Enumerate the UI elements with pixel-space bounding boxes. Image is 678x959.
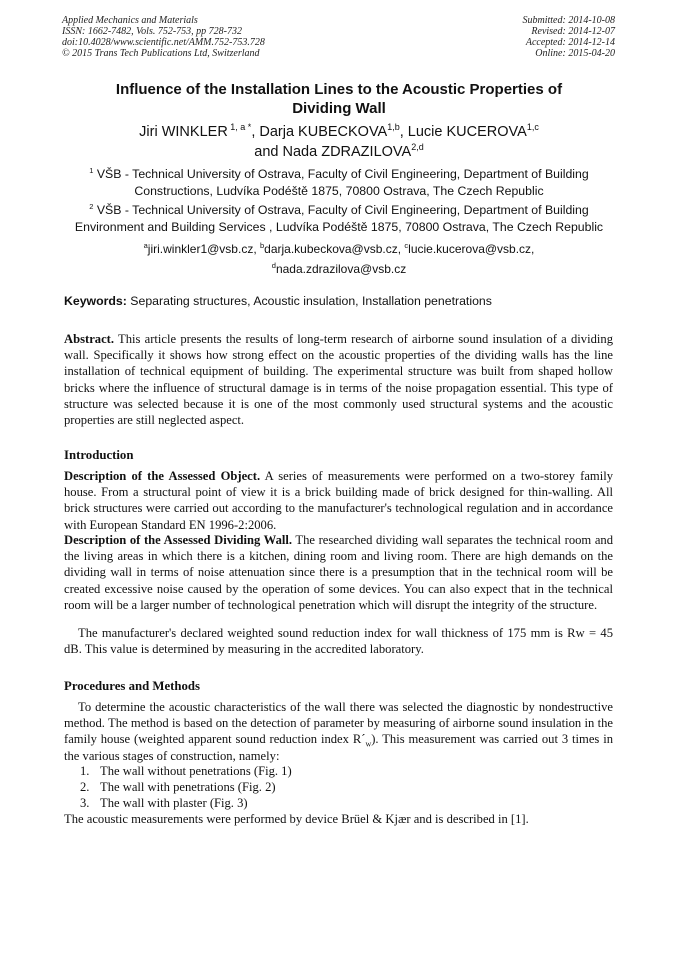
affiliation-text: VŠB - Technical University of Ostrava, Faculty of Civil Engineering, Department of Building (93, 203, 589, 217)
email-mark: a (143, 241, 148, 250)
list-number: 3. (80, 796, 90, 811)
paragraph-text: To determine the acoustic characteristics of the wall there was selected the diagnostic by nondestructive method. The method is based on the detection of parameter by measuring of airborne sound insulation in the family house (weighted apparent sound reduction index R´ (64, 700, 613, 747)
title-line-2: Dividing Wall (292, 100, 386, 117)
affiliation-1-line-2: Constructions, Ludvíka Podéště 1875, 70800 Ostrava, The Czech Republic (134, 184, 544, 198)
list-text: The wall without penetrations (Fig. 1) (100, 764, 292, 778)
email-link[interactable]: darja.kubeckova@vsb.cz, (264, 242, 405, 256)
list-number: 2. (80, 780, 90, 795)
paragraph-text: The researched dividing wall separates the technical room and the living areas in which there is a kitchen, dining room and living room. There are high demands on the dividing wall in terms of noise attenuation since there is a presumption that in the technical room will be created excessive noise caused by the operation of some devices. You can also expect that in the technical room will be a larger number of technological penetration which will disrupt the integrity of the structure. (64, 533, 614, 612)
issn-line: ISSN: 1662-7482, Vols. 752-753, pp 728-732 (62, 26, 242, 37)
email-mark: b (259, 241, 265, 250)
affiliation-mark: 2 (89, 201, 94, 211)
affiliation-2-line-1 (56, 202, 622, 219)
email-link[interactable]: lucie.kucerova@vsb.cz, (408, 242, 535, 256)
title-line-1: Influence of the Installation Lines to the Acoustic Properties of (115, 81, 563, 98)
list-item (80, 779, 292, 795)
section-heading-methods: Procedures and Methods (64, 679, 201, 693)
affiliation-2-line-2: Environment and Building Services , Ludvíka Podéště 1875, 70800 Ostrava, The Czech Republic (74, 220, 604, 234)
copyright-line: © 2015 Trans Tech Publications Ltd, Switzerland (62, 48, 260, 59)
methods-paragraph (64, 699, 613, 764)
author-name: , Lucie KUCEROVA (399, 124, 527, 140)
keywords (64, 294, 616, 309)
authors-line-1 (62, 122, 616, 142)
list-text: The wall with penetrations (Fig. 2) (100, 780, 276, 795)
list-text: The wall with plaster (Fig. 3) (100, 796, 248, 811)
abstract-label: Abstract. (64, 332, 115, 346)
affiliation-text: VŠB - Technical University of Ostrava, Faculty of Civil Engineering, Department of Building (93, 167, 589, 181)
author-affiliation-mark: 1, a * (227, 122, 252, 133)
subscript: w (365, 739, 372, 749)
keywords-label: Keywords: (64, 294, 127, 308)
list-item (80, 763, 292, 779)
emails-line-2 (62, 259, 616, 279)
affiliation-mark: 1 (89, 165, 94, 175)
measurement-stages-list (80, 763, 292, 812)
author-name: and Nada ZDRAZILOVA (254, 144, 412, 160)
intro-paragraph-dividing-wall (64, 532, 613, 613)
publication-dates (523, 15, 616, 59)
list-number: 1. (80, 764, 90, 778)
authors-line-2 (62, 142, 616, 162)
author-name: , Darja KUBECKOVA (251, 124, 388, 140)
journal-name: Applied Mechanics and Materials (62, 15, 198, 26)
paragraph-text-end: ). This measurement was carried out 3 times in the various stages of construction, namely: (64, 732, 613, 763)
section-heading-introduction: Introduction (64, 448, 134, 462)
email-link[interactable]: jiri.winkler1@vsb.cz, (147, 242, 260, 256)
intro-paragraph-assessed-object (64, 468, 613, 533)
keywords-text: Separating structures, Acoustic insulation, Installation penetrations (126, 294, 492, 308)
submitted-date: Submitted: 2014-10-08 (522, 15, 615, 26)
revised-date: Revised: 2014-12-07 (531, 26, 615, 37)
affiliation-2 (56, 202, 622, 236)
intro-paragraph-manufacturer-index: The manufacturer's declared weighted sound reduction index for wall thickness of 175 mm is Rw = 45 dB. This value is determined by measuring in the accredited laboratory. (64, 626, 613, 657)
email-list (62, 239, 616, 279)
list-item (80, 795, 292, 811)
abstract-text: This article presents the results of long-term research of airborne sound insulation of a dividing wall. Specifically it shows how strong effect on the acoustic properties of the dividing walls has the line installation of technical equipment of building. The experimental structure was built from shaped hollow bricks where the influence of structural damage is in terms of the noise propagation essential. This type of structure was selected because it is one of the most commonly used structural systems and the acoustic properties are still neglected aspect. (64, 332, 613, 428)
affiliation-1 (56, 166, 622, 200)
doi-line: doi:10.4028/www.scientific.net/AMM.752-753.728 (62, 37, 265, 48)
email-link[interactable]: nada.zdrazilova@vsb.cz (275, 262, 407, 276)
author-affiliation-mark: 1,c (526, 122, 539, 133)
paragraph-label: Description of the Assessed Dividing Wall. (64, 533, 293, 547)
journal-info (62, 15, 265, 59)
accepted-date: Accepted: 2014-12-14 (525, 37, 615, 48)
email-mark: c (404, 241, 409, 250)
email-mark: d (271, 261, 276, 270)
author-affiliation-mark: 2,d (411, 142, 424, 153)
online-date: Online: 2015-04-20 (535, 48, 615, 59)
methods-closing-sentence: The acoustic measurements were performed by device Brüel & Kjær and is described in [1]. (64, 812, 529, 826)
author-affiliation-mark: 1,b (387, 122, 400, 133)
author-list (62, 122, 616, 162)
affiliation-1-line-1 (56, 166, 622, 183)
paper-title (62, 80, 616, 118)
paragraph-text: A series of measurements were performed on a two-storey family house. From a structural point of view it is a brick building made of brick designed for thin-walling. All brick structures were carried out according to the manufacturer's technological regulation and in accordance with European Standard EN 1996-2:2006. (64, 469, 613, 532)
abstract (64, 331, 613, 428)
author-name: Jiri WINKLER (139, 124, 228, 140)
emails-line-1 (62, 239, 616, 259)
paragraph-label: Description of the Assessed Object. (64, 469, 261, 483)
